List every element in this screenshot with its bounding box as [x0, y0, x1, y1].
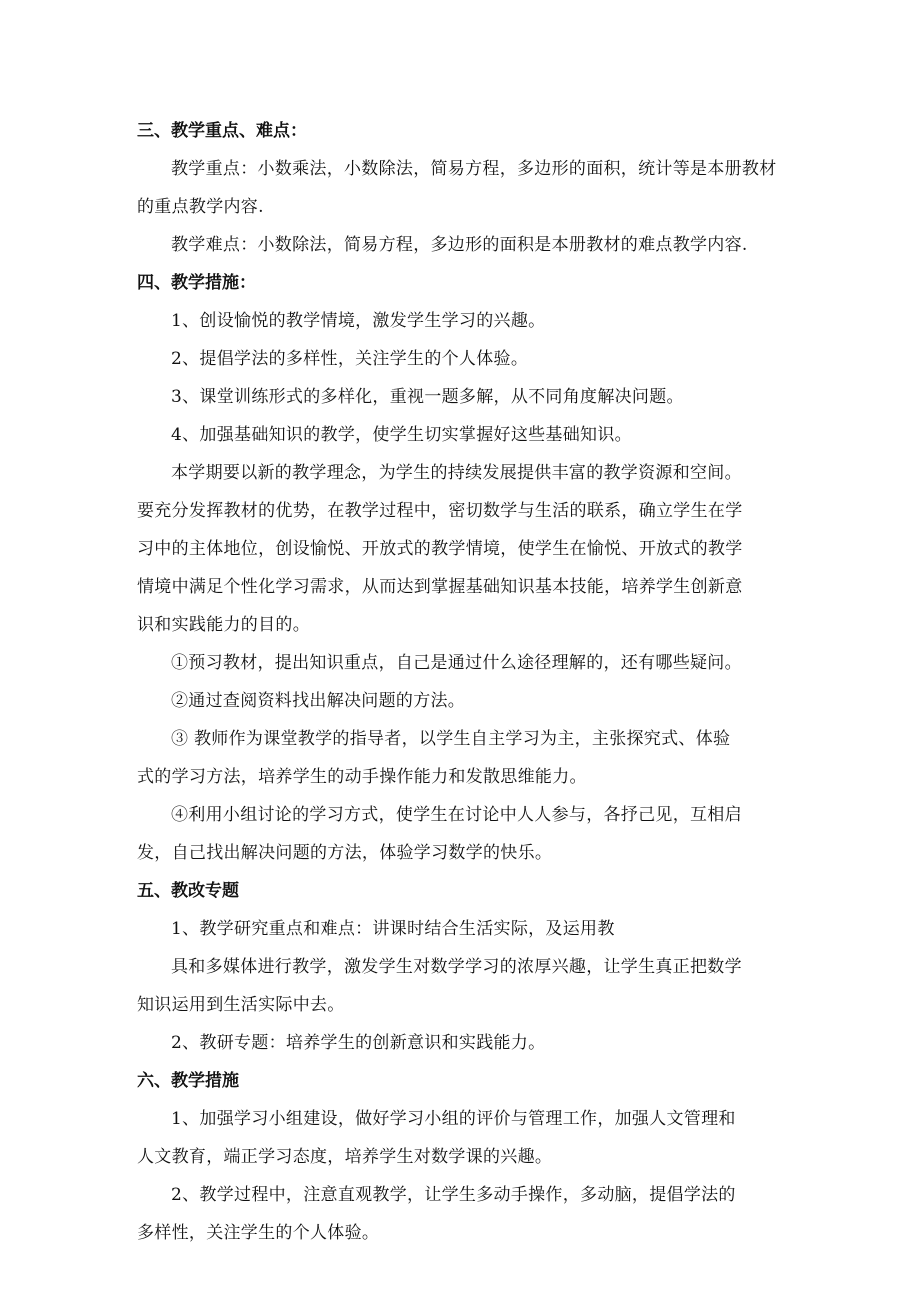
text-line: 知识运用到生活实际中去。	[137, 995, 345, 1015]
text-line: 2、教研专题：培养学生的创新意识和实践能力。	[171, 1033, 546, 1053]
text-line: 3、课堂训练形式的多样化，重视一题多解，从不同角度解决问题。	[171, 387, 684, 407]
text-line: 1、加强学习小组建设，做好学习小组的评价与管理工作，加强人文管理和	[171, 1109, 736, 1129]
text-line: 识和实践能力的目的。	[137, 615, 310, 635]
paragraph	[137, 340, 785, 378]
text-line: 情境中满足个性化学习需求，从而达到掌握基础知识基本技能，培养学生创新意	[137, 577, 743, 597]
paragraph	[137, 302, 785, 340]
text-line: 教学难点：小数除法，简易方程，多边形的面积是本册教材的难点教学内容.	[171, 235, 748, 255]
paragraph	[137, 682, 785, 720]
text-line: 要充分发挥教材的优势，在教学过程中，密切数学与生活的联系，确立学生在学	[137, 501, 743, 521]
text-line: ④利用小组讨论的学习方式，使学生在讨论中人人参与，各抒己见，互相启	[171, 805, 742, 825]
text-line: 习中的主体地位，创设愉悦、开放式的教学情境，使学生在愉悦、开放式的教学	[137, 539, 743, 559]
paragraph	[137, 644, 785, 682]
text-line: ②通过查阅资料找出解决问题的方法。	[171, 691, 466, 711]
text-line: 4、加强基础知识的教学，使学生切实掌握好这些基础知识。	[171, 425, 632, 445]
text-line: ①预习教材，提出知识重点，自己是通过什么途径理解的，还有哪些疑问。	[171, 653, 742, 673]
text-line: 1、教学研究重点和难点：讲课时结合生活实际，及运用教	[171, 919, 615, 939]
paragraph	[137, 948, 785, 1024]
text-line: 2、教学过程中，注意直观教学，让学生多动手操作，多动脑，提倡学法的	[171, 1185, 736, 1205]
section-heading: 六、教学措施	[137, 1071, 239, 1091]
text-line: 具和多媒体进行教学，激发学生对数学学习的浓厚兴趣，让学生真正把数学	[171, 957, 742, 977]
paragraph	[137, 1176, 785, 1252]
text-line: 教学重点：小数乘法，小数除法，简易方程，多边形的面积，统计等是本册教材	[171, 159, 777, 179]
paragraph	[137, 226, 785, 264]
paragraph	[137, 150, 785, 226]
text-line: 人文教育，端正学习态度，培养学生对数学课的兴趣。	[137, 1147, 553, 1167]
text-line: 2、提倡学法的多样性，关注学生的个人体验。	[171, 349, 529, 369]
paragraph	[137, 720, 785, 796]
text-line: 多样性，关注学生的个人体验。	[137, 1223, 380, 1243]
text-line: 式的学习方法，培养学生的动手操作能力和发散思维能力。	[137, 767, 587, 787]
paragraph	[137, 796, 785, 872]
text-line: ③ 教师作为课堂教学的指导者，以学生自主学习为主，主张探究式、体验	[171, 729, 731, 749]
text-line: 发，自己找出解决问题的方法，体验学习数学的快乐。	[137, 843, 553, 863]
paragraph	[137, 416, 785, 454]
text-line: 的重点教学内容.	[137, 197, 264, 217]
paragraph	[137, 1024, 785, 1062]
document-body	[137, 112, 785, 1252]
text-line: 1、创设愉悦的教学情境，激发学生学习的兴趣。	[171, 311, 546, 331]
section-heading: 四、教学措施：	[137, 273, 256, 293]
paragraph	[137, 378, 785, 416]
paragraph	[137, 454, 785, 644]
section-heading: 三、教学重点、难点：	[137, 121, 307, 141]
text-line: 本学期要以新的教学理念，为学生的持续发展提供丰富的教学资源和空间。	[171, 463, 742, 483]
paragraph	[137, 910, 785, 948]
section-heading: 五、教改专题	[137, 881, 239, 901]
paragraph	[137, 1100, 785, 1176]
